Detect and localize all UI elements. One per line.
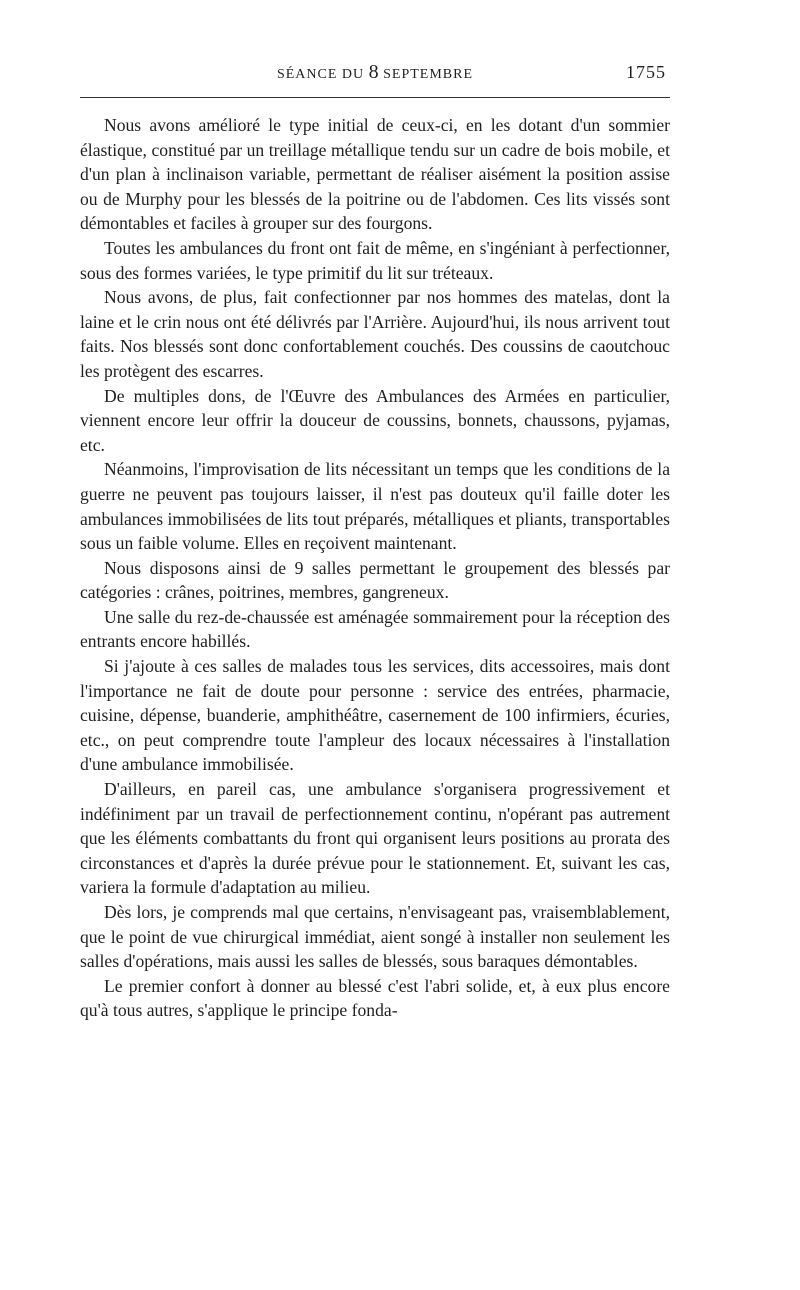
header-rule xyxy=(80,97,670,98)
paragraph: Toutes les ambulances du front ont fait de même, en s'ingéniant à perfectionner, sous des formes variées, le type primitif du lit sur tréteaux. xyxy=(80,237,670,283)
paragraph: Si j'ajoute à ces salles de malades tous les services, dits accessoires, mais dont l'importance ne fait de doute pour personne : service des entrées, pharmacie, cuisine, dépense, buanderie, amphithéâtre, casernement de 100 infirmiers, écuries, etc., on peut comprendre toute l'ampleur des locaux nécessaires à l'installation d'une ambulance immobilisée. xyxy=(80,656,670,775)
paragraph: De multiples dons, de l'Œuvre des Ambulances des Armées en particulier, viennent encore leur offrir la douceur de coussins, bonnets, chaussons, pyjamas, etc. xyxy=(80,385,670,455)
running-title xyxy=(80,60,670,87)
body-text xyxy=(80,113,670,1023)
paragraph: Le premier confort à donner au blessé c'est l'abri solide, et, à eux plus encore qu'à tous autres, s'applique le principe fonda- xyxy=(80,975,670,1021)
paragraph: Dès lors, je comprends mal que certains, n'envisageant pas, vraisemblablement, que le point de vue chirurgical immédiat, aient songé à installer non seulement les salles d'opérations, mais aussi les salles de blessés, sous baraques démontables. xyxy=(80,902,670,972)
paragraph: Néanmoins, l'improvisation de lits nécessitant un temps que les conditions de la guerre ne peuvent pas toujours laisser, il n'est pas douteux qu'il faille doter les ambulances immobilisées de lits tout préparés, métalliques et pliants, transportables sous un faible volume. Elles en reçoivent maintenant. xyxy=(80,459,670,554)
paragraph: Nous avons amélioré le type initial de ceux-ci, en les dotant d'un sommier élastique, constitué par un treillage métallique tendu sur un cadre de bois mobile, et d'un plan à inclinaison variable, permettant de réaliser aisément la position assise ou de Murphy pour les blessés de la poitrine ou de l'abdomen. Ces lits vissés sont démontables et faciles à grouper sur des fourgons. xyxy=(80,115,670,234)
running-title-prefix: SÉANCE DU xyxy=(276,67,365,82)
running-title-day: 8 xyxy=(368,61,379,83)
running-head xyxy=(80,60,670,84)
running-title-month: SEPTEMBRE xyxy=(383,67,474,82)
paragraph: D'ailleurs, en pareil cas, une ambulance s'organisera progressivement et indéfiniment par un travail de perfectionnement continu, n'opérant pas autrement que les éléments combattants du front qui organisent leurs positions au prorata des circonstances et d'après la durée prévue pour le stationnement. Et, suivant les cas, variera la formule d'adaptation au milieu. xyxy=(80,779,670,898)
paragraph: Nous avons, de plus, fait confectionner par nos hommes des matelas, dont la laine et le crin nous ont été délivrés par l'Arrière. Aujourd'hui, ils nous arrivent tout faits. Nos blessés sont donc confortablement couchés. Des coussins de caoutchouc les protègent des escarres. xyxy=(80,287,670,381)
paragraph: Une salle du rez-de-chaussée est aménagée sommairement pour la réception des entrants encore habillés. xyxy=(80,606,670,652)
page-number: 1755 xyxy=(626,62,666,82)
paragraph: Nous disposons ainsi de 9 salles permettant le groupement des blessés par catégories : crânes, poitrines, membres, gangreneux. xyxy=(80,557,670,603)
